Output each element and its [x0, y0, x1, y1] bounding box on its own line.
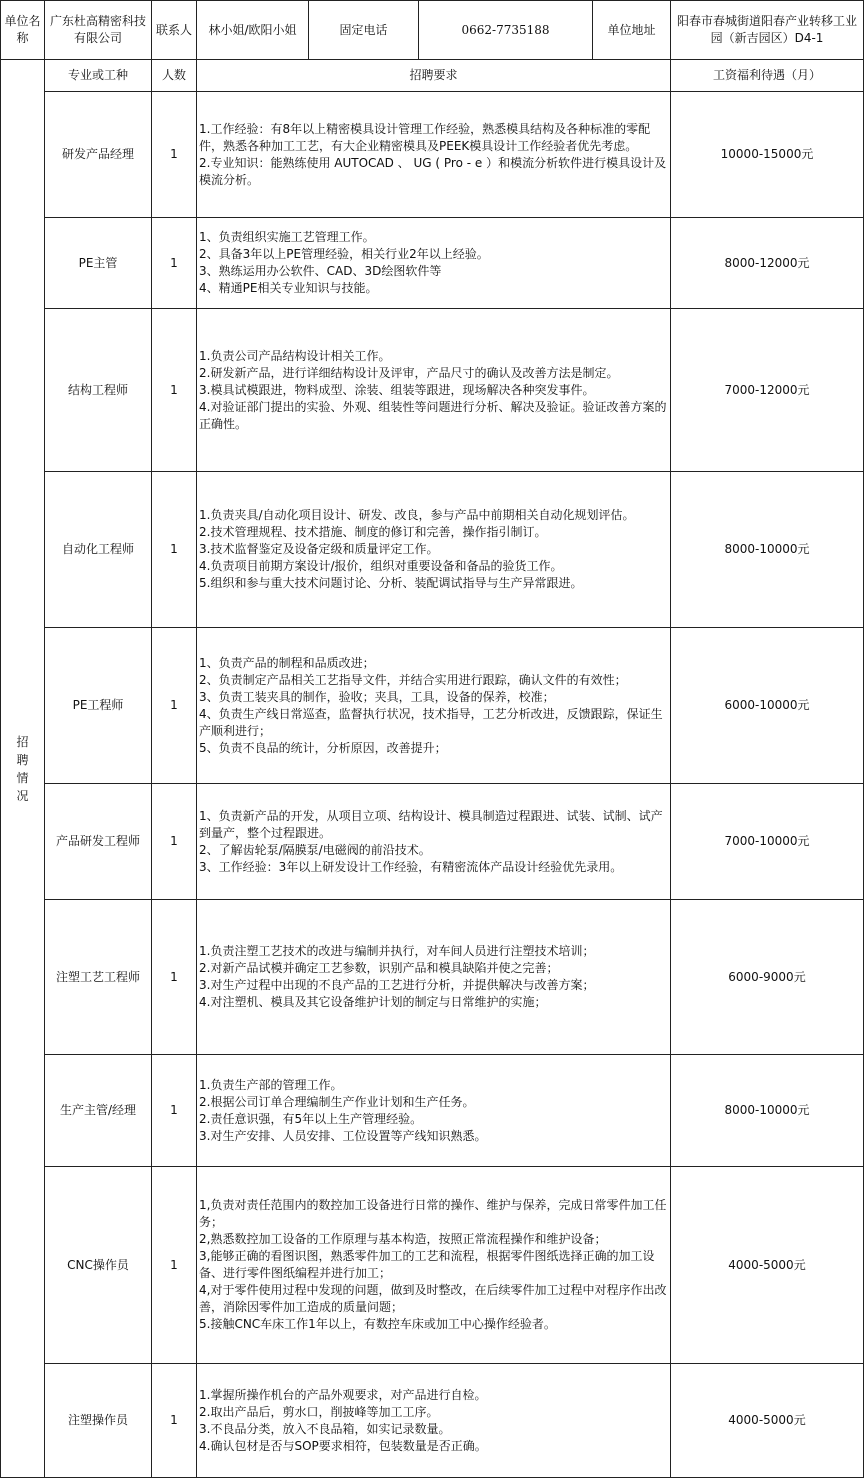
job-title: 注塑操作员 [45, 1364, 152, 1478]
job-title: CNC操作员 [45, 1167, 152, 1364]
job-requirements [197, 1364, 671, 1478]
unit-name-label: 单位名称 [1, 1, 45, 60]
requirement-line: 2.取出产品后，剪水口，削披峰等加工工序。 [199, 1404, 439, 1419]
job-salary: 6000-9000元 [671, 900, 864, 1055]
job-requirements [197, 784, 671, 900]
job-requirements [197, 628, 671, 784]
requirement-line: 1.掌握所操作机台的产品外观要求，对产品进行自检。 [199, 1387, 487, 1402]
job-count: 1 [152, 1167, 197, 1364]
header-row [1, 1, 864, 60]
job-title: 自动化工程师 [45, 472, 152, 628]
job-title: PE主管 [45, 218, 152, 309]
job-salary: 7000-12000元 [671, 309, 864, 472]
job-requirements [197, 1055, 671, 1167]
job-row [1, 900, 864, 1055]
address-label: 单位地址 [593, 1, 671, 60]
requirement-line: 1.负责生产部的管理工作。 [199, 1077, 343, 1092]
col-header-position: 专业或工种 [45, 60, 152, 92]
contact-label: 联系人 [152, 1, 197, 60]
job-requirements [197, 472, 671, 628]
job-salary: 8000-10000元 [671, 1055, 864, 1167]
requirement-line: 4、负责生产线日常巡查，监督执行状况，技术指导，工艺分析改进，反馈跟踪，保证生产顺利进行； [199, 706, 663, 738]
requirement-line: 1.负责公司产品结构设计相关工作。 [199, 348, 391, 363]
requirement-line: 1、负责组织实施工艺管理工作。 [199, 230, 375, 244]
job-title: 结构工程师 [45, 309, 152, 472]
job-requirements [197, 309, 671, 472]
job-salary: 10000-15000元 [671, 92, 864, 218]
job-count: 1 [152, 309, 197, 472]
requirement-line: 2、具备3年以上PE管理经验，相关行业2年以上经验。 [199, 247, 489, 261]
requirement-line: 4.负责项目前期方案设计/报价，组织对重要设备和备品的验货工作。 [199, 559, 563, 573]
job-title: 研发产品经理 [45, 92, 152, 218]
requirement-line: 2.研发新产品，进行详细结构设计及评审，产品尺寸的确认及改善方法是制定。 [199, 365, 619, 380]
job-requirements [197, 218, 671, 309]
job-salary: 4000-5000元 [671, 1167, 864, 1364]
requirement-line: 4.确认包材是否与SOP要求相符，包装数量是否正确。 [199, 1438, 487, 1453]
job-requirements [197, 1167, 671, 1364]
job-row [1, 309, 864, 472]
job-requirements [197, 92, 671, 218]
requirement-line: 2.责任意识强，有5年以上生产管理经验。 [199, 1111, 423, 1126]
requirement-line: 4.对验证部门提出的实验、外观、组装性等问题进行分析、解决及验证。验证改善方案的正确性。 [199, 399, 667, 431]
requirement-line: 4.对注塑机、模具及其它设备维护计划的制定与日常维护的实施； [199, 995, 547, 1009]
requirement-line: 1,负责对责任范围内的数控加工设备进行日常的操作、维护与保养，完成日常零件加工任务； [199, 1198, 667, 1229]
requirement-line: 1.负责夹具/自动化项目设计、研发、改良，参与产品中前期相关自动化规划评估。 [199, 508, 635, 522]
job-row [1, 628, 864, 784]
requirement-line: 3.技术监督鉴定及设备定级和质量评定工作。 [199, 542, 439, 556]
job-count: 1 [152, 900, 197, 1055]
job-count: 1 [152, 784, 197, 900]
job-count: 1 [152, 218, 197, 309]
job-title: 产品研发工程师 [45, 784, 152, 900]
job-salary: 7000-10000元 [671, 784, 864, 900]
requirement-line: 3、负责工装夹具的制作，验收；夹具，工具，设备的保养，校准； [199, 689, 555, 704]
job-salary: 6000-10000元 [671, 628, 864, 784]
job-title: 生产主管/经理 [45, 1055, 152, 1167]
requirement-line: 2.专业知识：能熟练使用 AUTOCAD 、 UG ( Pro - e ）和模流分析软件进行模具设计及模流分析。 [199, 155, 667, 187]
contact-name: 林小姐/欧阳小姐 [197, 1, 309, 60]
requirement-line: 3、熟练运用办公软件、CAD、3D绘图软件等 [199, 264, 442, 278]
section-label: 招聘情况 [16, 734, 29, 803]
job-title: 注塑工艺工程师 [45, 900, 152, 1055]
requirement-line: 3.对生产过程中出现的不良产品的工艺进行分析，并提供解决与改善方案； [199, 978, 595, 992]
phone-label: 固定电话 [309, 1, 419, 60]
job-count: 1 [152, 472, 197, 628]
requirement-line: 5.接触CNC车床工作1年以上，有数控车床或加工中心操作经验者。 [199, 1317, 556, 1331]
requirement-line: 3、工作经验：3年以上研发设计工作经验，有精密流体产品设计经验优先录用。 [199, 859, 623, 874]
requirement-line: 5.组织和参与重大技术问题讨论、分析、装配调试指导与生产异常跟进。 [199, 576, 583, 590]
phone-number: 0662-7735188 [419, 1, 593, 60]
col-header-count: 人数 [152, 60, 197, 92]
col-header-salary: 工资福利待遇（月） [671, 60, 864, 92]
requirement-line: 4、精通PE相关专业知识与技能。 [199, 281, 378, 295]
col-header-requirements: 招聘要求 [197, 60, 671, 92]
requirement-line: 3.不良品分类，放入不良品箱，如实记录数量。 [199, 1421, 451, 1436]
job-row [1, 1364, 864, 1478]
job-salary: 8000-12000元 [671, 218, 864, 309]
job-row [1, 472, 864, 628]
job-count: 1 [152, 92, 197, 218]
job-count: 1 [152, 1055, 197, 1167]
job-count: 1 [152, 1364, 197, 1478]
requirement-line: 3.模具试模跟进，物料成型、涂装、组装等跟进，现场解决各种突发事件。 [199, 382, 595, 397]
requirement-line: 2、了解齿轮泵/隔膜泵/电磁阀的前沿技术。 [199, 842, 431, 857]
job-row [1, 218, 864, 309]
requirement-line: 4,对于零件使用过程中发现的问题，做到及时整改，在后续零件加工过程中对程序作出改善，消除因零件加工造成的质量问题； [199, 1283, 667, 1314]
requirement-line: 2、负责制定产品相关工艺指导文件，并结合实用进行跟踪，确认文件的有效性； [199, 672, 627, 687]
requirement-line: 3,能够正确的看图识图，熟悉零件加工的工艺和流程，根据零件图纸选择正确的加工设备、进行零件图纸编程并进行加工； [199, 1249, 655, 1280]
job-count: 1 [152, 628, 197, 784]
requirement-line: 1.负责注塑工艺技术的改进与编制并执行，对车间人员进行注塑技术培训； [199, 944, 595, 958]
requirement-line: 1、负责新产品的开发，从项目立项、结构设计、模具制造过程跟进、试装、试制、试产到量产，整个过程跟进。 [199, 808, 663, 840]
job-requirements [197, 900, 671, 1055]
requirement-line: 2.技术管理规程、技术措施、制度的修订和完善，操作指引制订。 [199, 525, 547, 539]
company-name: 广东杜高精密科技有限公司 [45, 1, 152, 60]
requirement-line: 1.工作经验：有8年以上精密模具设计管理工作经验，熟悉模具结构及各种标准的零配件，熟悉各种加工工艺，有大企业精密模具及PEEK模具设计工作经验者优先考虑。 [199, 121, 651, 153]
requirement-line: 1、负责产品的制程和品质改进； [199, 655, 375, 670]
job-salary: 8000-10000元 [671, 472, 864, 628]
column-header-row [1, 60, 864, 92]
address-value: 阳春市春城街道阳春产业转移工业园（新吉园区）D4-1 [671, 1, 864, 60]
requirement-line: 3.对生产安排、人员安排、工位设置等产线知识熟悉。 [199, 1128, 487, 1143]
requirement-line: 5、负责不良品的统计，分析原因，改善提升； [199, 740, 447, 755]
job-row [1, 784, 864, 900]
section-label-cell [1, 60, 45, 1478]
job-title: PE工程师 [45, 628, 152, 784]
job-salary: 4000-5000元 [671, 1364, 864, 1478]
requirement-line: 2.根据公司订单合理编制生产作业计划和生产任务。 [199, 1094, 475, 1109]
requirement-line: 2,熟悉数控加工设备的工作原理与基本构造，按照正常流程操作和维护设备； [199, 1232, 607, 1246]
job-row [1, 92, 864, 218]
job-row [1, 1055, 864, 1167]
requirement-line: 2.对新产品试模并确定工艺参数，识别产品和模具缺陷并使之完善； [199, 961, 559, 975]
job-row [1, 1167, 864, 1364]
